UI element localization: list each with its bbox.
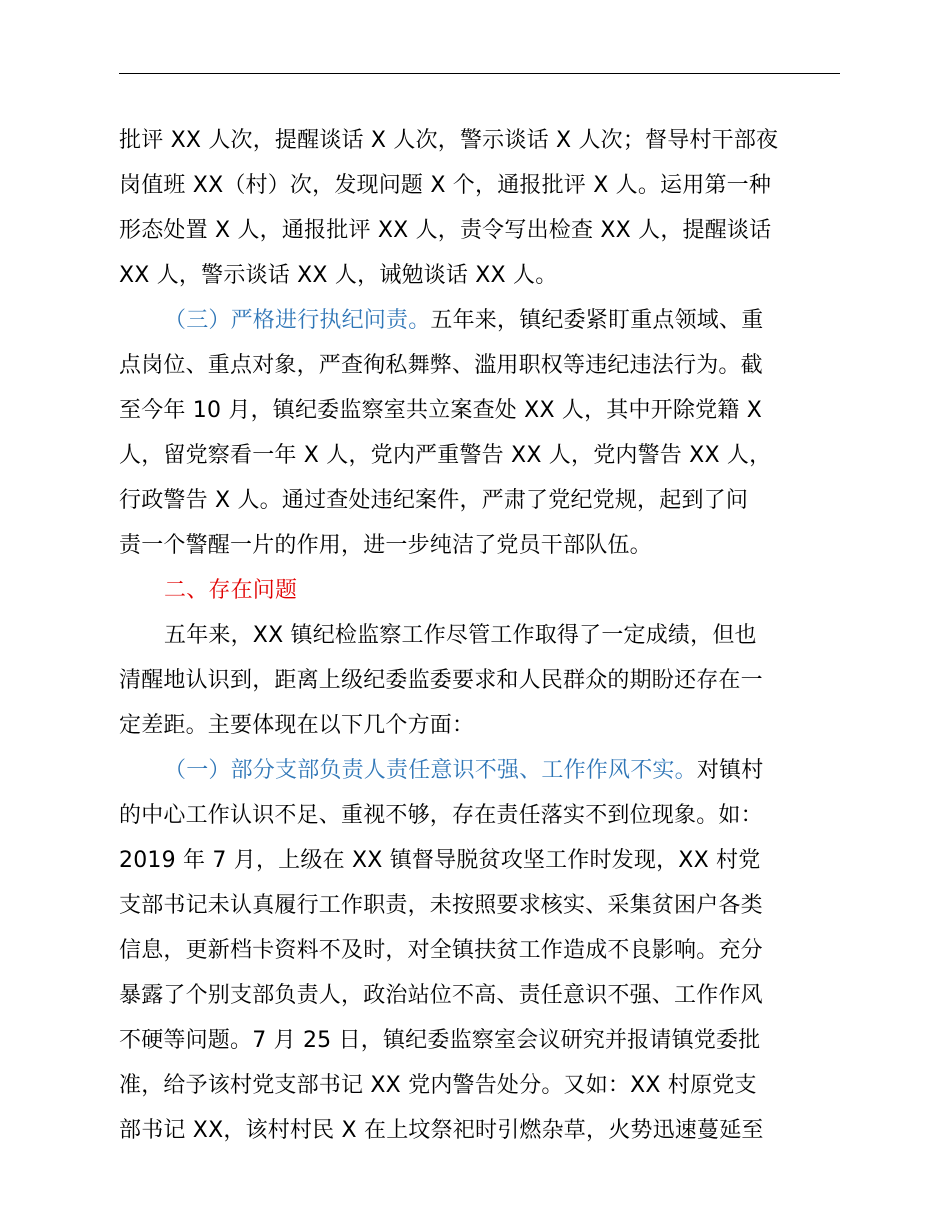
text-segment: 人，留党察看一年 X 人，党内严重警告 XX 人，党内警告 XX 人，: [119, 443, 772, 468]
text-line: [119, 1018, 841, 1063]
text-line: [119, 343, 841, 388]
text-line: [119, 388, 841, 433]
text-segment: 暴露了个别支部负责人，政治站位不高、责任意识不强、工作作风: [119, 983, 763, 1008]
text-line: [119, 883, 841, 928]
text-line: [119, 613, 841, 658]
text-line: [119, 523, 841, 568]
text-line: [119, 838, 841, 883]
text-segment: 2019 年 7 月，上级在 XX 镇督导脱贫攻坚工作时发现，XX 村党: [119, 848, 761, 873]
text-line: [119, 208, 841, 253]
document-body: [119, 118, 841, 1153]
header-rule: [119, 73, 840, 74]
text-segment: 信息，更新档卡资料不及时，对全镇扶贫工作造成不良影响。充分: [119, 938, 763, 963]
text-line: [119, 793, 841, 838]
section-subheading: （一）部分支部负责人责任意识不强、工作作风不实。: [164, 758, 697, 783]
text-segment: 五年来，XX 镇纪检监察工作尽管工作取得了一定成绩，但也: [164, 623, 757, 648]
text-line: [119, 298, 841, 343]
text-segment: 支部书记未认真履行工作职责，未按照要求核实、采集贫困户各类: [119, 893, 763, 918]
text-line: [119, 973, 841, 1018]
text-segment: 部书记 XX，该村村民 X 在上坟祭祀时引燃杂草，火势迅速蔓延至: [119, 1118, 764, 1143]
text-line: [119, 118, 841, 163]
text-line: [119, 748, 841, 793]
text-segment: 准，给予该村党支部书记 XX 党内警告处分。又如：XX 村原党支: [119, 1073, 757, 1098]
text-line: [119, 658, 841, 703]
text-line: [119, 703, 841, 748]
text-segment: 不硬等问题。7 月 25 日，镇纪委监察室会议研究并报请镇党委批: [119, 1028, 761, 1053]
text-line: [119, 253, 841, 298]
text-segment: XX 人，警示谈话 XX 人，诫勉谈话 XX 人。: [119, 263, 558, 288]
text-line: [119, 163, 841, 208]
text-line: [119, 568, 841, 613]
text-line: [119, 1108, 841, 1153]
text-segment: 形态处置 X 人，通报批评 XX 人，责令写出检查 XX 人，提醒谈话: [119, 218, 772, 243]
text-segment: 责一个警醒一片的作用，进一步纯洁了党员干部队伍。: [119, 533, 652, 558]
section-subheading: （三）严格进行执纪问责。: [164, 308, 431, 333]
text-segment: 清醒地认识到，距离上级纪委监委要求和人民群众的期盼还存在一: [119, 668, 763, 693]
text-segment: 五年来，镇纪委紧盯重点领域、重: [430, 308, 764, 333]
text-segment: 的中心工作认识不足、重视不够，存在责任落实不到位现象。如：: [119, 803, 763, 828]
text-segment: 批评 XX 人次，提醒谈话 X 人次，警示谈话 X 人次；督导村干部夜: [119, 128, 779, 153]
text-segment: 点岗位、重点对象，严查徇私舞弊、滥用职权等违纪违法行为。截: [119, 353, 763, 378]
text-line: [119, 478, 841, 523]
text-segment: 岗值班 XX（村）次，发现问题 X 个，通报批评 X 人。运用第一种: [119, 173, 772, 198]
text-segment: 对镇村: [696, 758, 764, 783]
text-line: [119, 433, 841, 478]
text-segment: 定差距。主要体现在以下几个方面：: [119, 713, 475, 738]
text-line: [119, 928, 841, 973]
text-segment: 至今年 10 月，镇纪委监察室共立案查处 XX 人，其中开除党籍 X: [119, 398, 762, 423]
text-line: [119, 1063, 841, 1108]
text-segment: 行政警告 X 人。通过查处违纪案件，严肃了党纪党规，起到了问: [119, 488, 749, 513]
section-heading: 二、存在问题: [164, 578, 298, 603]
